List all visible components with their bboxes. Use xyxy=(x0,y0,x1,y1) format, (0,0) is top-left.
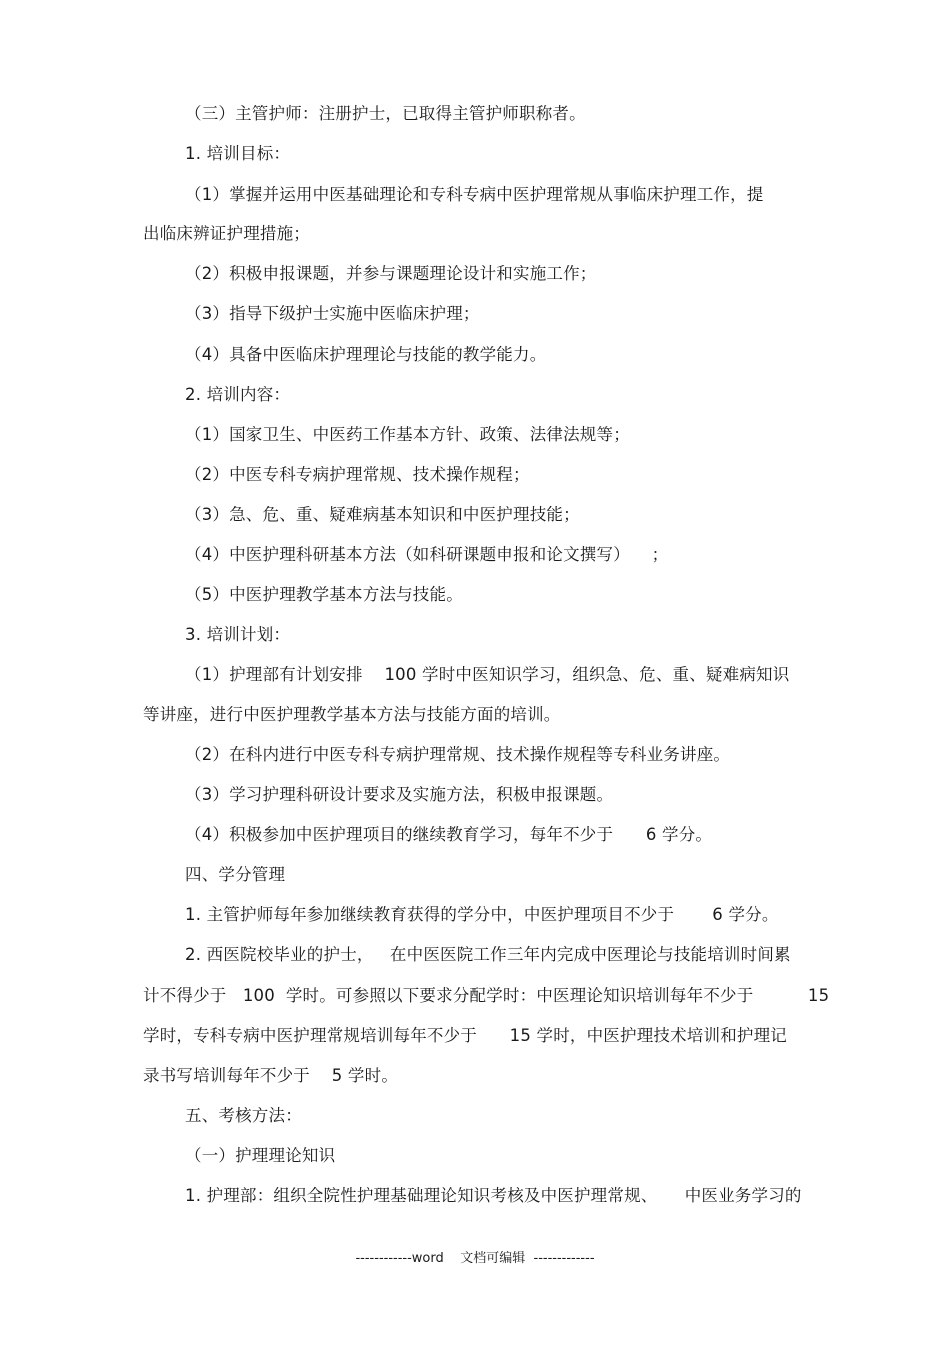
text-line: （5）中医护理教学基本方法与技能。 xyxy=(185,585,463,604)
section-heading: 五、考核方法： xyxy=(185,1106,302,1125)
text-line: （3）学习护理科研设计要求及实施方法，积极申报课题。 xyxy=(185,785,614,804)
text-line: 计不得少于 100 学时。可参照以下要求分配学时：中医理论知识培训每年不少于 15 xyxy=(143,986,830,1005)
text-line: （三）主管护师：注册护士，已取得主管护师职称者。 xyxy=(185,104,586,123)
text-line: （2）中医专科专病护理常规、技术操作规程； xyxy=(185,465,530,484)
text-line: 2. 西医院校毕业的护士， 在中医医院工作三年内完成中医理论与技能培训时间累 xyxy=(185,945,791,964)
text-line: （4）积极参加中医护理项目的继续教育学习，每年不少于 6 学分。 xyxy=(185,825,713,844)
text-line: 1. 主管护师每年参加继续教育获得的学分中，中医护理项目不少于 6 学分。 xyxy=(185,905,779,924)
text-line: 录书写培训每年不少于 5 学时。 xyxy=(143,1066,399,1085)
text-line: （3）指导下级护士实施中医临床护理； xyxy=(185,304,480,323)
text-line: （2）在科内进行中医专科专病护理常规、技术操作规程等专科业务讲座。 xyxy=(185,745,731,764)
text-line: （1）掌握并运用中医基础理论和专科专病中医护理常规从事临床护理工作，提 xyxy=(185,185,764,204)
section-heading: 四、学分管理 xyxy=(185,865,286,884)
text-line: （2）积极申报课题，并参与课题理论设计和实施工作； xyxy=(185,264,597,283)
text-line: 2. 培训内容： xyxy=(185,385,291,404)
text-line: 出临床辨证护理措施； xyxy=(143,224,310,243)
text-line: （4）具备中医临床护理理论与技能的教学能力。 xyxy=(185,345,547,364)
text-line: （一）护理理论知识 xyxy=(185,1146,336,1165)
text-line: 等讲座，进行中医护理教学基本方法与技能方面的培训。 xyxy=(143,705,561,724)
text-line: 3. 培训计划： xyxy=(185,625,291,644)
text-line: 学时，专科专病中医护理常规培训每年不少于 15 学时，中医护理技术培训和护理记 xyxy=(143,1026,788,1045)
text-line: （1）护理部有计划安排 100 学时中医知识学习，组织急、危、重、疑难病知识 xyxy=(185,665,790,684)
text-line: （4）中医护理科研基本方法（如科研课题申报和论文撰写） ； xyxy=(185,545,669,564)
text-line: （1）国家卫生、中医药工作基本方针、政策、法律法规等； xyxy=(185,425,630,444)
page-footer: ------------word 文档可编辑 ------------- xyxy=(355,1251,595,1266)
text-line: 1. 护理部：组织全院性护理基础理论知识考核及中医护理常规、 中医业务学习的 xyxy=(185,1186,802,1205)
text-line: 1. 培训目标： xyxy=(185,144,291,163)
text-line: （3）急、危、重、疑难病基本知识和中医护理技能； xyxy=(185,505,580,524)
